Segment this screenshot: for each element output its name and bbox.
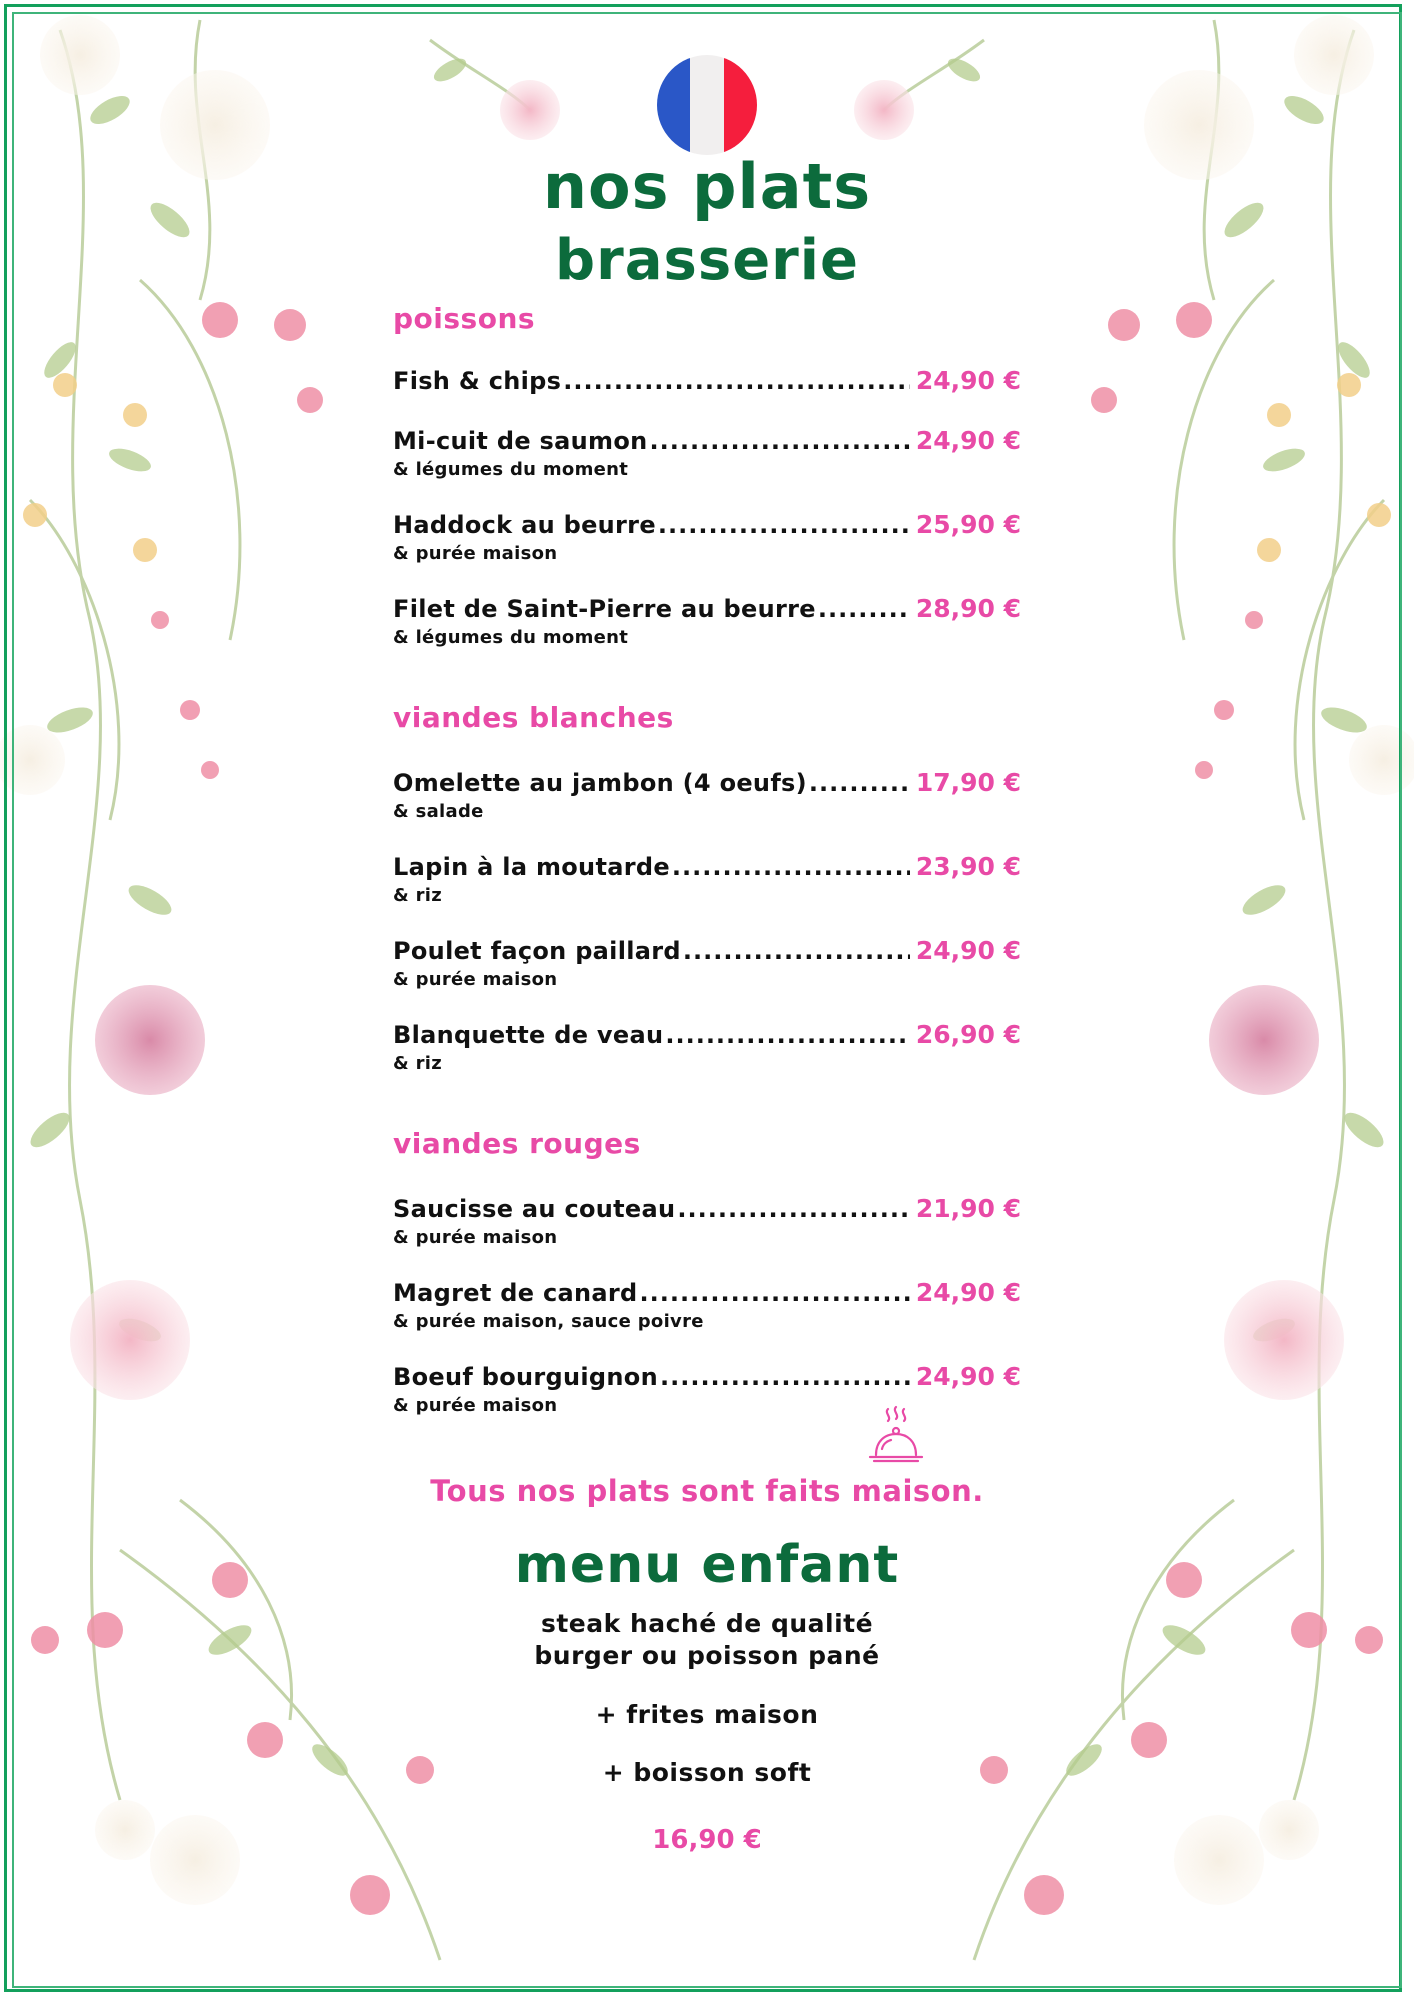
item-side: & riz	[393, 885, 442, 906]
item-side: & légumes du moment	[393, 627, 629, 648]
item-price: 21,90 €	[915, 1194, 1021, 1223]
item-name: Boeuf bourguignon	[393, 1363, 658, 1391]
item-name: Poulet façon paillard	[393, 937, 681, 965]
kids-menu-line: + boisson soft	[602, 1758, 812, 1787]
item-price: 24,90 €	[915, 366, 1021, 395]
kids-menu-line: steak haché de qualité	[540, 1609, 874, 1638]
item-price: 24,90 €	[915, 936, 1021, 965]
leader-dots	[660, 1363, 910, 1391]
item-name: Saucisse au couteau	[393, 1195, 676, 1223]
item-price: 24,90 €	[915, 1278, 1021, 1307]
menu-item	[393, 936, 1021, 990]
kids-menu-line: burger ou poisson pané	[534, 1641, 880, 1670]
item-side: & riz	[393, 1053, 442, 1074]
item-side: & légumes du moment	[393, 459, 629, 480]
item-price: 28,90 €	[915, 594, 1021, 623]
item-price: 24,90 €	[915, 1362, 1021, 1391]
menu-item	[393, 594, 1021, 648]
leader-dots	[818, 595, 910, 623]
section-title-viandes-blanches: viandes blanches	[393, 701, 674, 734]
kids-menu-price: 16,90 €	[652, 1825, 762, 1855]
menu-item	[393, 768, 1021, 822]
section-title-viandes-rouges: viandes rouges	[393, 1127, 641, 1160]
menu-item	[393, 1194, 1021, 1248]
item-side: & purée maison	[393, 1227, 558, 1248]
menu-item	[393, 366, 1021, 395]
item-name: Mi-cuit de saumon	[393, 427, 648, 455]
item-name: Blanquette de veau	[393, 1021, 664, 1049]
menu-item	[393, 1278, 1021, 1332]
leader-dots	[650, 427, 910, 455]
item-price: 25,90 €	[915, 510, 1021, 539]
item-side: & purée maison	[393, 969, 558, 990]
leader-dots	[672, 853, 910, 881]
leader-dots	[683, 937, 910, 965]
homemade-note: Tous nos plats sont faits maison.	[430, 1474, 984, 1508]
leader-dots	[665, 1021, 909, 1049]
item-name: Filet de Saint-Pierre au beurre	[393, 595, 816, 623]
page-subtitle: brasserie	[555, 228, 859, 293]
item-price: 17,90 €	[915, 768, 1021, 797]
item-name: Fish & chips	[393, 367, 562, 395]
item-name: Omelette au jambon (4 oeufs)	[393, 769, 807, 797]
menu-item	[393, 1020, 1021, 1074]
menu-item	[393, 510, 1021, 564]
leader-dots	[563, 367, 910, 395]
section-title-poissons: poissons	[393, 302, 536, 335]
menu-item	[393, 852, 1021, 906]
page-title: nos plats	[542, 150, 872, 223]
leader-dots	[809, 769, 910, 797]
cloche-icon	[866, 1405, 926, 1473]
inner-border	[12, 12, 1402, 1988]
item-price: 24,90 €	[915, 426, 1021, 455]
item-side: & purée maison	[393, 1395, 558, 1416]
kids-menu-line: + frites maison	[595, 1700, 819, 1729]
leader-dots	[677, 1195, 909, 1223]
menu-item	[393, 1362, 1021, 1416]
flag-white-stripe	[690, 55, 723, 155]
item-name: Magret de canard	[393, 1279, 638, 1307]
leader-dots	[640, 1279, 910, 1307]
item-price: 26,90 €	[915, 1020, 1021, 1049]
leader-dots	[658, 511, 910, 539]
item-name: Lapin à la moutarde	[393, 853, 670, 881]
item-side: & salade	[393, 801, 484, 822]
kids-menu-title: menu enfant	[514, 1535, 900, 1595]
flag-icon	[657, 55, 757, 155]
item-side: & purée maison	[393, 543, 558, 564]
item-name: Haddock au beurre	[393, 511, 656, 539]
item-side: & purée maison, sauce poivre	[393, 1311, 704, 1332]
menu-item	[393, 426, 1021, 480]
item-price: 23,90 €	[915, 852, 1021, 881]
